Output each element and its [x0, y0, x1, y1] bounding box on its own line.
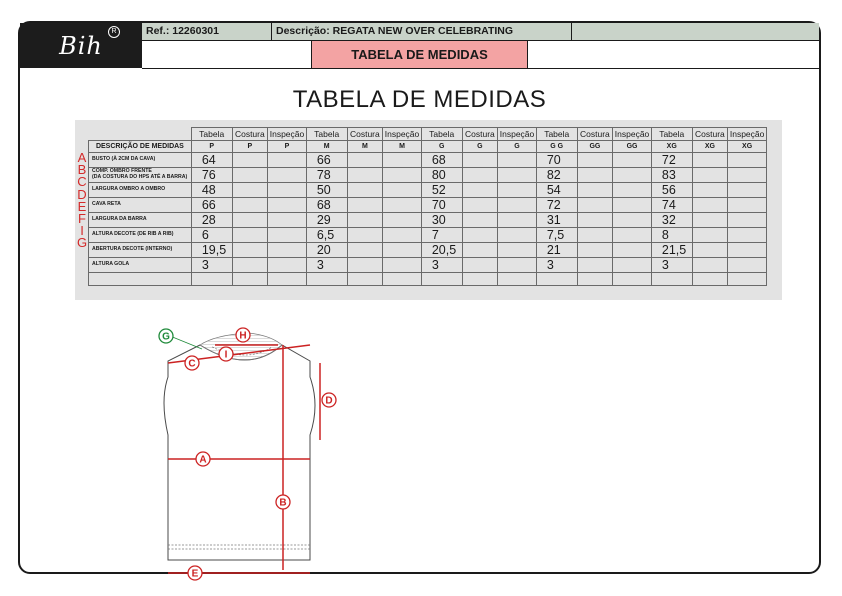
size-label: XG — [692, 141, 728, 153]
label-d — [322, 393, 336, 407]
measure-value: 3 — [536, 258, 577, 273]
measure-value: 76 — [191, 168, 232, 183]
column-header: Inspeção — [268, 128, 307, 141]
column-header: Inspeção — [728, 128, 767, 141]
measure-description-text: ABERTURA DECOTE (INTERNO) — [92, 246, 173, 253]
inspecao-cell — [613, 153, 652, 168]
measure-g-leader — [170, 336, 202, 349]
costura-cell — [232, 198, 268, 213]
garment-diagram — [130, 305, 340, 580]
row-letter: E — [77, 198, 87, 214]
inspecao-cell — [728, 258, 767, 273]
label-g — [159, 329, 173, 343]
header-bottom-row — [142, 41, 819, 69]
inspecao-cell — [728, 243, 767, 258]
measurements-table — [88, 127, 767, 286]
table-row — [89, 243, 767, 258]
label-e — [188, 566, 202, 580]
costura-cell — [462, 168, 498, 183]
costura-cell — [692, 183, 728, 198]
row-letter: F — [78, 210, 86, 226]
costura-cell — [577, 213, 613, 228]
measure-description-text: LARGURA DA BARRA — [92, 216, 147, 223]
costura-cell — [577, 243, 613, 258]
measure-value: 28 — [191, 213, 232, 228]
size-label: M — [347, 141, 383, 153]
size-label: M — [306, 141, 347, 153]
column-header: Costura — [462, 128, 498, 141]
measure-value: 54 — [536, 183, 577, 198]
table-row — [89, 213, 767, 228]
table-row-empty — [89, 273, 767, 286]
svg-text:H: H — [239, 330, 247, 342]
label-h — [236, 328, 250, 342]
ref-field: Ref.: 12260301 — [142, 23, 272, 40]
measure-value: 3 — [191, 258, 232, 273]
measure-description-text: ALTURA GOLA — [92, 261, 130, 268]
empty-cell — [383, 273, 422, 286]
empty-cell — [498, 273, 537, 286]
size-label: XG — [728, 141, 767, 153]
size-label: GG — [577, 141, 613, 153]
header-empty-cell — [572, 23, 824, 40]
costura-cell — [577, 168, 613, 183]
measure-value: 7,5 — [536, 228, 577, 243]
size-label: G G — [536, 141, 577, 153]
inspecao-cell — [268, 213, 307, 228]
inspecao-cell — [613, 168, 652, 183]
inspecao-cell — [383, 183, 422, 198]
size-label: P — [268, 141, 307, 153]
empty-cell — [651, 273, 692, 286]
measure-description-text: ALTURA DECOTE (DE RIB A RIB) — [92, 231, 174, 238]
measure-value: 3 — [421, 258, 462, 273]
column-header: Costura — [577, 128, 613, 141]
measure-value: 68 — [306, 198, 347, 213]
measure-description-note: (DA COSTURA DO HPS ATÉ A BARRA) — [92, 174, 188, 180]
costura-cell — [577, 258, 613, 273]
costura-cell — [462, 228, 498, 243]
empty-cell — [89, 273, 192, 286]
inspecao-cell — [728, 228, 767, 243]
measure-value: 83 — [651, 168, 692, 183]
empty-cell — [728, 273, 767, 286]
description-field: Descrição: REGATA NEW OVER CELEBRATING — [272, 23, 572, 40]
header-blank-left — [142, 41, 312, 68]
svg-text:D: D — [325, 395, 333, 407]
row-letter: D — [77, 186, 87, 202]
measure-value: 72 — [651, 153, 692, 168]
costura-cell — [347, 243, 383, 258]
inspecao-cell — [268, 168, 307, 183]
costura-cell — [232, 168, 268, 183]
size-label: G — [462, 141, 498, 153]
size-label: M — [383, 141, 422, 153]
empty-cell — [191, 273, 232, 286]
inspecao-cell — [613, 228, 652, 243]
measure-value: 29 — [306, 213, 347, 228]
measure-description — [89, 198, 192, 213]
measure-description — [89, 153, 192, 168]
empty-cell — [536, 273, 577, 286]
garment-outline — [164, 345, 315, 560]
measure-value: 48 — [191, 183, 232, 198]
column-header: Tabela — [651, 128, 692, 141]
measure-value: 68 — [421, 153, 462, 168]
label-b — [276, 495, 290, 509]
costura-cell — [347, 228, 383, 243]
size-label: XG — [651, 141, 692, 153]
header-blank-cell — [89, 128, 192, 141]
costura-cell — [577, 153, 613, 168]
costura-cell — [692, 243, 728, 258]
measure-value: 20 — [306, 243, 347, 258]
measure-value: 52 — [421, 183, 462, 198]
table-row — [89, 183, 767, 198]
measure-description-text: CAVA RETA — [92, 201, 121, 208]
inspecao-cell — [498, 228, 537, 243]
inspecao-cell — [268, 243, 307, 258]
svg-text:I: I — [224, 349, 228, 361]
table-row — [89, 228, 767, 243]
inspecao-cell — [268, 228, 307, 243]
inspecao-cell — [383, 168, 422, 183]
column-header: Inspeção — [498, 128, 537, 141]
costura-cell — [232, 243, 268, 258]
costura-cell — [577, 228, 613, 243]
costura-cell — [462, 243, 498, 258]
row-letter: A — [77, 150, 87, 165]
column-header: Costura — [692, 128, 728, 141]
costura-cell — [347, 153, 383, 168]
inspecao-cell — [498, 153, 537, 168]
measure-value: 6,5 — [306, 228, 347, 243]
column-header: Costura — [347, 128, 383, 141]
empty-cell — [692, 273, 728, 286]
table-size-row — [89, 141, 767, 153]
inspecao-cell — [498, 198, 537, 213]
inspecao-cell — [383, 198, 422, 213]
measure-value: 82 — [536, 168, 577, 183]
measure-value: 70 — [536, 153, 577, 168]
label-i — [219, 347, 233, 361]
costura-cell — [232, 258, 268, 273]
inspecao-cell — [613, 183, 652, 198]
costura-cell — [462, 198, 498, 213]
empty-cell — [232, 273, 268, 286]
costura-cell — [347, 168, 383, 183]
spec-sheet-frame — [18, 21, 821, 580]
header-top-row — [142, 23, 819, 41]
costura-cell — [692, 168, 728, 183]
table-row — [89, 168, 767, 183]
measure-value: 7 — [421, 228, 462, 243]
description-header: DESCRIÇÃO DE MEDIDAS — [89, 141, 192, 153]
table-row — [89, 153, 767, 168]
measure-value: 70 — [421, 198, 462, 213]
costura-cell — [232, 213, 268, 228]
costura-cell — [347, 183, 383, 198]
measure-description — [89, 168, 192, 183]
measure-value: 31 — [536, 213, 577, 228]
measure-value: 6 — [191, 228, 232, 243]
empty-cell — [462, 273, 498, 286]
measure-description-text: LARGURA OMBRO A OMBRO — [92, 186, 166, 193]
inspecao-cell — [613, 198, 652, 213]
costura-cell — [577, 198, 613, 213]
measure-value: 50 — [306, 183, 347, 198]
inspecao-cell — [613, 243, 652, 258]
empty-cell — [306, 273, 347, 286]
measure-description — [89, 183, 192, 198]
inspecao-cell — [728, 153, 767, 168]
inspecao-cell — [613, 258, 652, 273]
logo-text: Bih — [59, 31, 103, 60]
measure-description — [89, 258, 192, 273]
measure-value: 3 — [306, 258, 347, 273]
costura-cell — [347, 198, 383, 213]
label-a — [196, 452, 210, 466]
costura-cell — [692, 213, 728, 228]
measure-value: 19,5 — [191, 243, 232, 258]
size-label: P — [191, 141, 232, 153]
size-label: G — [498, 141, 537, 153]
costura-cell — [347, 258, 383, 273]
label-c — [185, 356, 199, 370]
measure-value: 66 — [306, 153, 347, 168]
svg-text:G: G — [162, 331, 170, 343]
svg-text:C: C — [188, 358, 196, 370]
inspecao-cell — [383, 153, 422, 168]
inspecao-cell — [498, 243, 537, 258]
column-header: Tabela — [191, 128, 232, 141]
row-letters — [76, 152, 88, 250]
svg-text:E: E — [191, 568, 199, 580]
measure-value: 72 — [536, 198, 577, 213]
column-header: Tabela — [421, 128, 462, 141]
costura-cell — [577, 183, 613, 198]
inspecao-cell — [498, 258, 537, 273]
column-header: Tabela — [306, 128, 347, 141]
brand-logo — [20, 23, 142, 68]
inspecao-cell — [613, 213, 652, 228]
table-row — [89, 258, 767, 273]
size-label: P — [232, 141, 268, 153]
measure-value: 3 — [651, 258, 692, 273]
row-letter: B — [77, 162, 87, 178]
column-header: Inspeção — [613, 128, 652, 141]
empty-cell — [268, 273, 307, 286]
column-header: Tabela — [536, 128, 577, 141]
costura-cell — [692, 153, 728, 168]
row-letter: I — [80, 223, 84, 239]
measure-value: 30 — [421, 213, 462, 228]
inspecao-cell — [268, 258, 307, 273]
column-header: Costura — [232, 128, 268, 141]
size-label: GG — [613, 141, 652, 153]
measure-value: 80 — [421, 168, 462, 183]
costura-cell — [347, 213, 383, 228]
empty-cell — [577, 273, 613, 286]
inspecao-cell — [383, 258, 422, 273]
measure-value: 78 — [306, 168, 347, 183]
measure-description — [89, 228, 192, 243]
inspecao-cell — [728, 183, 767, 198]
empty-cell — [347, 273, 383, 286]
inspecao-cell — [728, 213, 767, 228]
registered-mark-icon: R — [108, 26, 120, 38]
measure-value: 66 — [191, 198, 232, 213]
inspecao-cell — [728, 198, 767, 213]
column-header: Inspeção — [383, 128, 422, 141]
inspecao-cell — [268, 198, 307, 213]
measure-value: 74 — [651, 198, 692, 213]
inspecao-cell — [383, 228, 422, 243]
size-label: G — [421, 141, 462, 153]
measure-description — [89, 243, 192, 258]
measure-value: 56 — [651, 183, 692, 198]
row-letter: C — [77, 174, 87, 190]
inspecao-cell — [383, 243, 422, 258]
inspecao-cell — [383, 213, 422, 228]
inspecao-cell — [498, 183, 537, 198]
costura-cell — [462, 258, 498, 273]
measure-description-text: BUSTO (À 2CM DA CAVA) — [92, 156, 156, 163]
svg-text:B: B — [279, 497, 287, 509]
measure-value: 64 — [191, 153, 232, 168]
svg-text:A: A — [199, 454, 207, 466]
measure-description-text: COMP. OMBRO FRENTE — [92, 168, 152, 175]
measure-value: 32 — [651, 213, 692, 228]
costura-cell — [692, 258, 728, 273]
table-row — [89, 198, 767, 213]
page-title: TABELA DE MEDIDAS — [292, 86, 547, 113]
measure-description — [89, 213, 192, 228]
measure-value: 8 — [651, 228, 692, 243]
row-letter: G — [76, 235, 88, 251]
measure-value: 21 — [536, 243, 577, 258]
inspecao-cell — [268, 153, 307, 168]
costura-cell — [692, 228, 728, 243]
costura-cell — [232, 153, 268, 168]
costura-cell — [692, 198, 728, 213]
table-header-row — [89, 128, 767, 141]
inspecao-cell — [728, 168, 767, 183]
costura-cell — [462, 183, 498, 198]
costura-cell — [232, 183, 268, 198]
costura-cell — [462, 153, 498, 168]
costura-cell — [232, 228, 268, 243]
measure-value: 20,5 — [421, 243, 462, 258]
inspecao-cell — [498, 213, 537, 228]
banner-title: TABELA DE MEDIDAS — [312, 41, 528, 68]
empty-cell — [613, 273, 652, 286]
inspecao-cell — [268, 183, 307, 198]
empty-cell — [421, 273, 462, 286]
measure-value: 21,5 — [651, 243, 692, 258]
costura-cell — [462, 213, 498, 228]
inspecao-cell — [498, 168, 537, 183]
